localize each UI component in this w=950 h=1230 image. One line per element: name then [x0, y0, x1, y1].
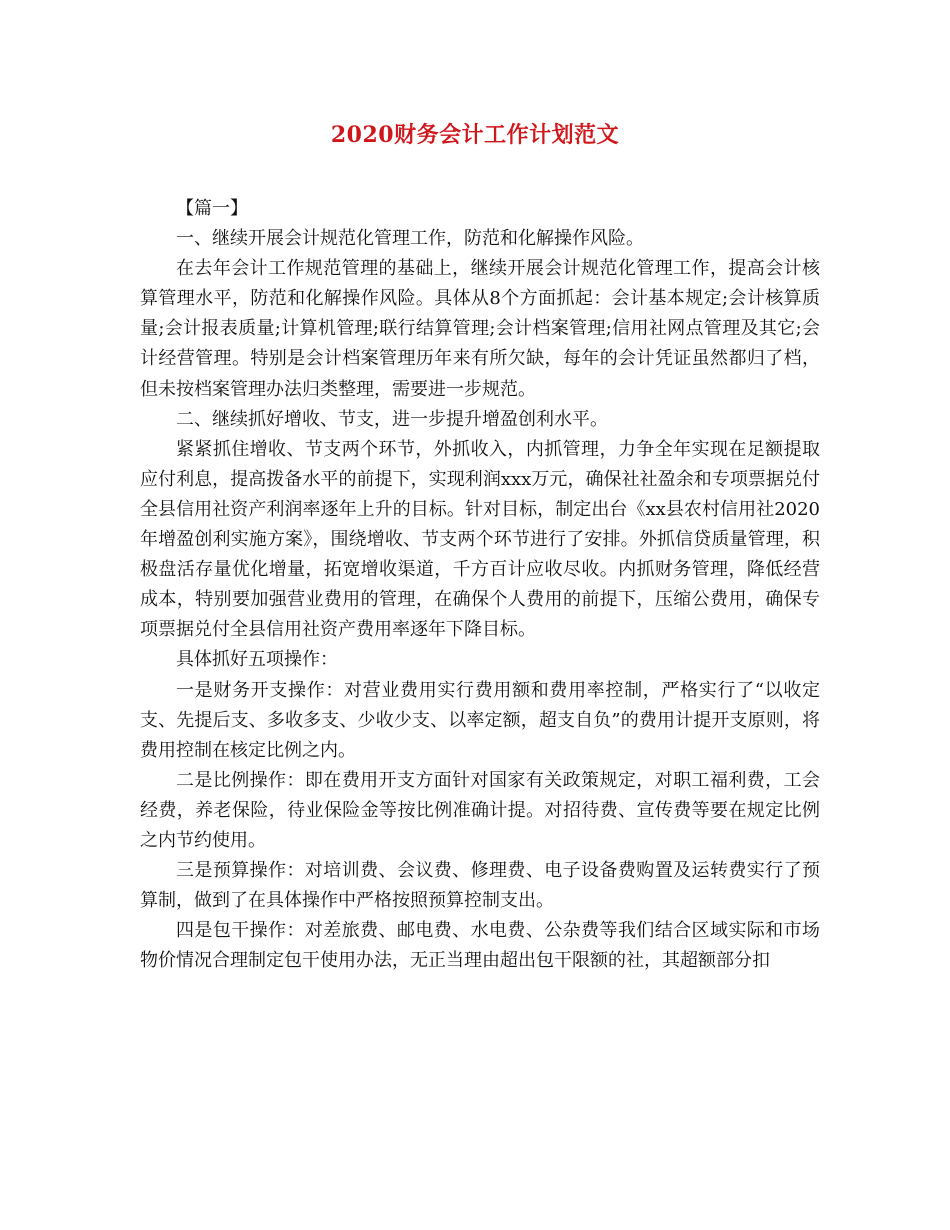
- document-body: [140, 194, 820, 976]
- paragraph-1: 一、继续开展会计规范化管理工作，防范和化解操作风险。: [176, 228, 644, 250]
- paragraph-6: 一是财务开支操作：对营业费用实行费用额和费用率控制，严格实行了“以收定支、先提后支、多收多支、少收少支、以率定额，超支自负”的费用计提开支原则，将费用控制在核定比例之内。: [140, 679, 820, 761]
- paragraph-7: 二是比例操作：即在费用开支方面针对国家有关政策规定，对职工福利费，工会经费，养老保险，待业保险金等按比例准确计提。对招待费、宣传费等要在规定比例之内节约使用。: [140, 769, 820, 851]
- paragraph-2: 在去年会计工作规范管理的基础上，继续开展会计规范化管理工作，提高会计核算管理水平，防范和化解操作风险。具体从8个方面抓起：会计基本规定;会计核算质量;会计报表质量;计算机管理;联行结算管理;会计档案管理;信用社网点管理及其它;会计经营管理。特别是会计档案管理历年来有所欠缺，每年的会计凭证虽然都归了档，但未按档案管理办法归类整理，需要进一步规范。: [140, 258, 820, 400]
- paragraph-8: 三是预算操作：对培训费、会议费、修理费、电子设备费购置及运转费实行了预算制，做到了在具体操作中严格按照预算控制支出。: [140, 860, 820, 912]
- section-heading: 【篇一】: [176, 198, 248, 219]
- paragraph-9: 四是包干操作：对差旅费、邮电费、水电费、公杂费等我们结合区域实际和市场物价情况合理制定包干使用办法，无正当理由超出包干限额的社，其超额部分扣: [140, 920, 820, 972]
- paragraph-5: 具体抓好五项操作：: [176, 649, 338, 671]
- paragraph-4: 紧紧抓住增收、节支两个环节，外抓收入，内抓管理，力争全年实现在足额提取应付利息，提高拨备水平的前提下，实现利润xxx万元，确保社社盈余和专项票据兑付全县信用社资产利润率逐年上升的目标。针对目标，制定出台《xx县农村信用社2020年增盈创利实施方案》，围绕增收、节支两个环节进行了安排。外抓信贷质量管理，积极盘活存量优化增量，拓宽增收渠道，千方百计应收尽收。内抓财务管理，降低经营成本，特别要加强营业费用的管理，在确保个人费用的前提下，压缩公费用，确保专项票据兑付全县信用社资产费用率逐年下降目标。: [140, 438, 820, 641]
- paragraph-3: 二、继续抓好增收、节支，进一步提升增盈创利水平。: [176, 408, 608, 430]
- document-title: 2020财务会计工作计划范文: [330, 122, 620, 148]
